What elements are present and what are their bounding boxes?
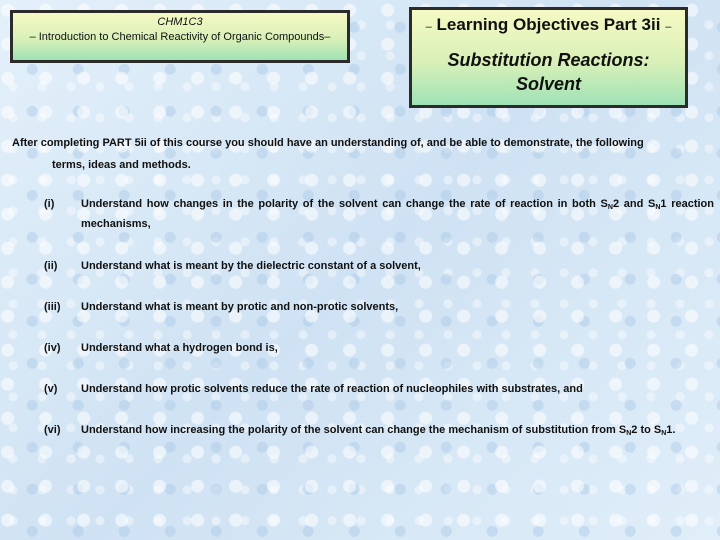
intro-paragraph <box>12 132 712 176</box>
item-number: (iv) <box>44 342 61 354</box>
item-number: (vi) <box>44 424 61 436</box>
objectives-heading-text: Learning Objectives Part 3ii <box>436 15 661 34</box>
subtitle-line-2: Solvent <box>515 74 581 94</box>
course-code: CHM1C3 <box>157 16 203 28</box>
objective-item-iii <box>44 297 714 317</box>
heading-dash-left: – <box>425 21 432 33</box>
item-number: (v) <box>44 383 58 395</box>
item-text: Understand what is meant by the dielectric constant of a solvent, <box>81 260 421 272</box>
item-number: (iii) <box>44 301 61 313</box>
sn1-label: $S_N1$ <box>653 424 673 437</box>
objectives-subtitle <box>412 48 685 96</box>
item-text-part: . <box>672 424 676 436</box>
sn2-label: $S_N2$ <box>600 198 620 211</box>
item-number: (i) <box>44 198 55 210</box>
item-text: Understand what a hydrogen bond is, <box>81 342 278 354</box>
course-title-box <box>10 10 350 63</box>
item-text: Understand how protic solvents reduce the rate of reaction of nucleophiles with substrates, and <box>81 383 583 395</box>
intro-line-1: After completing PART 5ii of this course you should have an understanding of, and be able to demonstrate, the following <box>12 137 644 149</box>
item-text <box>81 420 714 440</box>
objective-item-v <box>44 379 714 399</box>
objective-item-i <box>44 194 714 234</box>
item-text-part: reaction mechanisms, <box>81 198 714 230</box>
item-number: (ii) <box>44 260 58 272</box>
sn2-label: $S_N2$ <box>618 424 638 437</box>
item-text <box>81 194 714 234</box>
item-text-part: to <box>637 424 654 436</box>
sn1-label: $S_N1$ <box>648 198 667 211</box>
objectives-heading <box>412 14 685 38</box>
heading-dash-right: – <box>665 21 672 33</box>
course-title: – Introduction to Chemical Reactivity of Organic Compounds– <box>29 31 331 43</box>
objective-item-ii <box>44 256 714 276</box>
subtitle-line-1: Substitution Reactions: <box>447 50 650 70</box>
learning-objectives-box <box>409 7 688 108</box>
item-text-part: Understand how changes in the polarity of the solvent can change the rate of reaction in both <box>81 198 601 210</box>
item-text-part: Understand how increasing the polarity of the solvent can change the mechanism of substitution from <box>81 424 619 436</box>
objective-item-iv <box>44 338 714 358</box>
item-text-part: and <box>619 198 648 210</box>
intro-line-2: terms, ideas and methods. <box>52 159 191 171</box>
objective-item-vi <box>44 420 714 440</box>
item-text: Understand what is meant by protic and non-protic solvents, <box>81 301 399 313</box>
